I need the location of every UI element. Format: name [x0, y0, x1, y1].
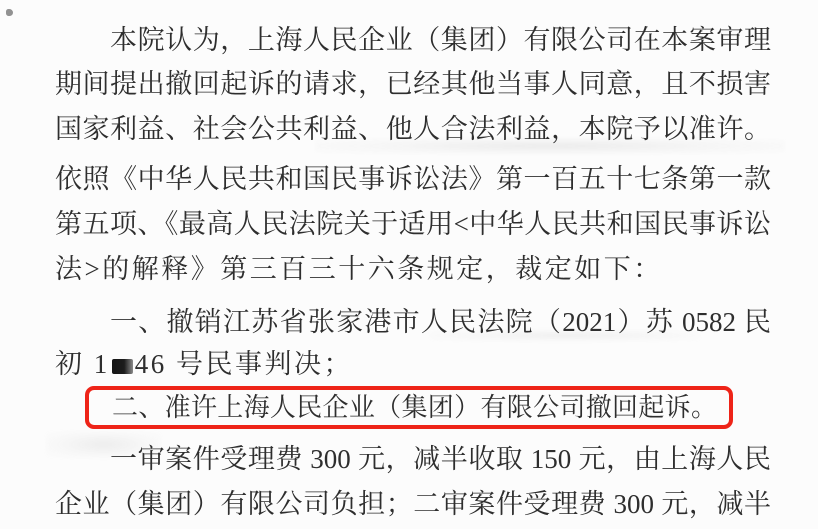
redaction-mark — [112, 359, 133, 374]
doc-line-legal-basis-2: 第五项、《最高人民法院关于适用<中华人民共和国民事诉讼 — [55, 209, 771, 239]
doc-line-ruling-item-1b — [55, 346, 771, 382]
doc-line-legal-basis-3: 法>的解释》第三百三十六条规定，裁定如下： — [55, 254, 663, 284]
doc-line-legal-basis-1: 依照《中华人民共和国民事诉讼法》第一百五十七条第一款 — [55, 164, 771, 194]
scan-speck — [6, 9, 13, 16]
doc-line-court-fees-1: 一审案件受理费 300 元，减半收取 150 元，由上海人民 — [110, 444, 771, 474]
case-number-prefix: 初 1 — [55, 349, 110, 379]
doc-line-ruling-item-1a: 一、撤销江苏省张家港市人民法院（2021）苏 0582 民 — [110, 307, 771, 337]
doc-line-ruling-item-2: 二、准许上海人民企业（集团）有限公司撤回起诉。 — [112, 393, 717, 422]
case-number-suffix: 46 号民事判决； — [134, 349, 353, 379]
doc-line-court-fees-2: 企业（集团）有限公司负担；二审案件受理费 300 元，减半 — [55, 489, 771, 519]
doc-line-court-opinion-1: 本院认为，上海人民企业（集团）有限公司在本案审理 — [110, 25, 771, 55]
doc-line-court-opinion-2: 期间提出撤回起诉的请求，已经其他当事人同意，且不损害 — [55, 69, 771, 99]
doc-line-court-opinion-3: 国家利益、社会公共利益、他人合法利益，本院予以准许。 — [55, 114, 771, 144]
highlight-box — [85, 386, 733, 429]
